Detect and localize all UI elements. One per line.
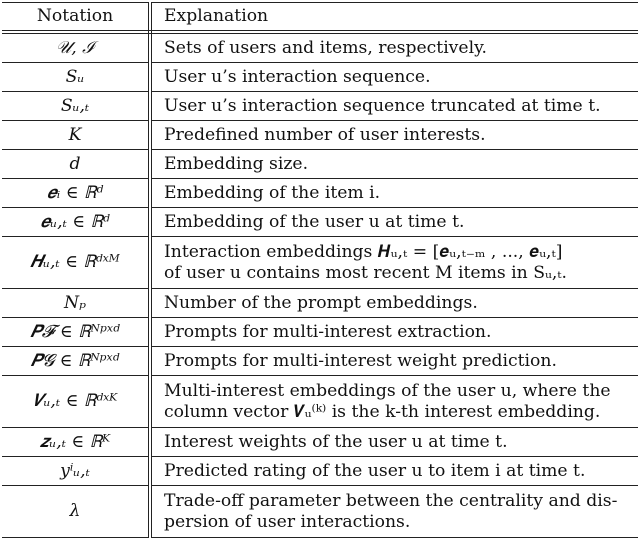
explanation-line: Trade-off parameter between the centrality and dis-	[164, 490, 618, 511]
symbol-cell: Sᵤ,ₜ	[2, 92, 150, 121]
symbol-cell: 𝒛ᵤ,ₜ ∈ ℝᴷ	[2, 428, 150, 457]
explanation-cell	[150, 376, 638, 428]
explanation-line: Embedding of the item i.	[164, 182, 381, 203]
symbol-cell: 𝑷𝓖 ∈ ℝᴺᵖˣᵈ	[2, 347, 150, 376]
header-notation: Notation	[2, 3, 150, 33]
explanation-line: Predicted rating of the user u to item i at time t.	[164, 460, 586, 481]
table-row	[2, 121, 638, 150]
symbol-cell: 𝑷𝓕 ∈ ℝᴺᵖˣᵈ	[2, 318, 150, 347]
explanation-cell	[150, 457, 638, 486]
symbol-cell: d	[2, 150, 150, 179]
explanation-line: Prompts for multi-interest extraction.	[164, 321, 492, 342]
symbol-cell: 𝒰, ℐ	[2, 32, 150, 63]
explanation-cell	[150, 32, 638, 63]
explanation-line: Interaction embeddings 𝑯ᵤ,ₜ = [𝒆ᵤ,ₜ₋ₘ , ..., 𝒆ᵤ,ₜ]	[164, 241, 563, 262]
explanation-cell	[150, 63, 638, 92]
header-row	[2, 3, 638, 33]
explanation-line: Predefined number of user interests.	[164, 124, 486, 145]
notation-table	[2, 2, 638, 538]
table-row	[2, 32, 638, 63]
table-row	[2, 318, 638, 347]
explanation-cell	[150, 237, 638, 289]
table-row	[2, 237, 638, 289]
table-row	[2, 428, 638, 457]
table-row	[2, 289, 638, 318]
explanation-cell	[150, 318, 638, 347]
explanation-cell	[150, 121, 638, 150]
explanation-line: User u’s interaction sequence.	[164, 66, 431, 87]
explanation-line: Sets of users and items, respectively.	[164, 37, 487, 58]
explanation-line: Embedding of the user u at time t.	[164, 211, 465, 232]
header-explanation: Explanation	[150, 3, 638, 33]
table-row	[2, 457, 638, 486]
symbol-cell: 𝒆ᵤ,ₜ ∈ ℝᵈ	[2, 208, 150, 237]
table-row	[2, 376, 638, 428]
symbol-cell: 𝑯ᵤ,ₜ ∈ ℝᵈˣᴹ	[2, 237, 150, 289]
symbol-cell: Sᵤ	[2, 63, 150, 92]
symbol-cell: Nₚ	[2, 289, 150, 318]
explanation-line: persion of user interactions.	[164, 511, 411, 532]
symbol-cell: K	[2, 121, 150, 150]
table-row	[2, 486, 638, 538]
table-row	[2, 179, 638, 208]
symbol-cell: 𝒆ᵢ ∈ ℝᵈ	[2, 179, 150, 208]
explanation-line: Number of the prompt embeddings.	[164, 292, 478, 313]
symbol-cell: yⁱᵤ,ₜ	[2, 457, 150, 486]
explanation-line: Interest weights of the user u at time t.	[164, 431, 508, 452]
explanation-cell	[150, 92, 638, 121]
explanation-line: Prompts for multi-interest weight prediction.	[164, 350, 557, 371]
explanation-cell	[150, 150, 638, 179]
table-row	[2, 347, 638, 376]
explanation-cell	[150, 428, 638, 457]
explanation-line: Embedding size.	[164, 153, 309, 174]
symbol-cell: 𝑽ᵤ,ₜ ∈ ℝᵈˣᴷ	[2, 376, 150, 428]
symbol-cell: λ	[2, 486, 150, 538]
explanation-line: column vector 𝑽ᵤ⁽ᵏ⁾ is the k-th interest embedding.	[164, 401, 601, 422]
table-row	[2, 63, 638, 92]
explanation-line: of user u contains most recent M items in Sᵤ,ₜ.	[164, 262, 567, 283]
table-row	[2, 92, 638, 121]
table-row	[2, 208, 638, 237]
explanation-cell	[150, 179, 638, 208]
explanation-cell	[150, 486, 638, 538]
explanation-cell	[150, 347, 638, 376]
explanation-cell	[150, 208, 638, 237]
explanation-line: User u’s interaction sequence truncated at time t.	[164, 95, 601, 116]
explanation-line: Multi-interest embeddings of the user u, where the	[164, 380, 611, 401]
table-row	[2, 150, 638, 179]
explanation-cell	[150, 289, 638, 318]
